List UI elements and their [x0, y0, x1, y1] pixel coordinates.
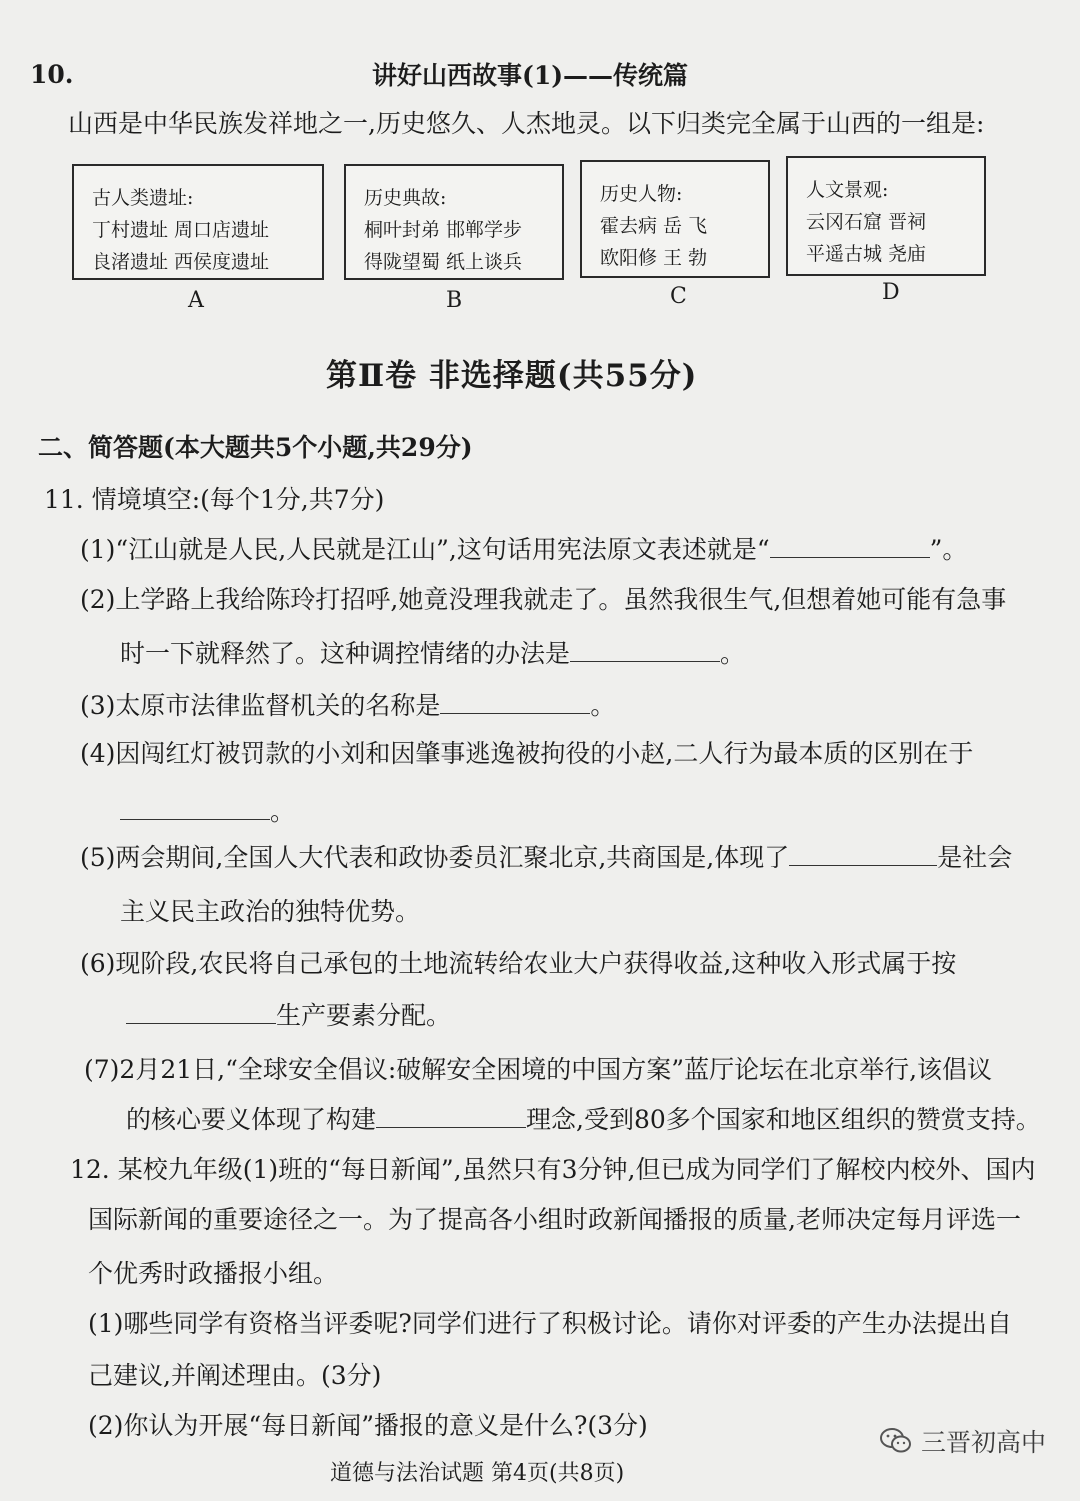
option-a-letter: A	[188, 288, 204, 313]
answer-blank-6[interactable]	[126, 999, 276, 1024]
option-box-d	[786, 156, 986, 276]
section2-heading: 二、简答题(本大题共5个小题,共29分)	[38, 433, 473, 462]
q11-item5-line2: 主义民主政治的独特优势。	[120, 897, 421, 926]
answer-blank-3[interactable]	[440, 689, 590, 714]
q12-sub1-line1: (1)哪些同学有资格当评委呢?同学们进行了积极讨论。请你对评委的产生办法提出自	[88, 1309, 1012, 1338]
q11-item1-text: (1)“江山就是人民,人民就是江山”,这句话用宪法原文表述就是“	[80, 535, 770, 564]
option-d-letter: D	[882, 280, 900, 305]
option-d-line1: 云冈石窟 晋祠	[806, 211, 927, 233]
option-b-letter: B	[446, 288, 463, 313]
q11-item3-text: (3)太原市法律监督机关的名称是	[80, 691, 441, 720]
answer-blank-2[interactable]	[570, 637, 720, 662]
page-footer: 道德与法治试题 第4页(共8页)	[330, 1461, 625, 1486]
wechat-icon	[879, 1426, 913, 1456]
option-c-heading: 历史人物:	[600, 183, 683, 205]
option-a-line2: 良渚遗址 西侯度遗址	[92, 251, 270, 273]
q11-item5-text: (5)两会期间,全国人大代表和政协委员汇聚北京,共商国是,体现了	[80, 843, 790, 872]
q11-item3-end: 。	[590, 691, 616, 720]
option-c-letter: C	[670, 284, 687, 309]
answer-blank-7[interactable]	[376, 1103, 526, 1128]
option-box-c	[580, 160, 770, 278]
q11-item7-text: (7)2月21日,“全球安全倡议:破解安全困境的中国方案”蓝厅论坛在北京举行,该倡议	[84, 1055, 993, 1084]
q11-item7-line2	[126, 1100, 1041, 1136]
q11-item5	[80, 838, 1012, 874]
q11-item1-end: ”。	[929, 535, 968, 564]
option-b-heading: 历史典故:	[364, 187, 447, 209]
q11-item3	[80, 686, 615, 722]
q11-item2-end: 。	[720, 639, 746, 668]
answer-blank-4[interactable]	[120, 795, 270, 820]
option-b-line1: 桐叶封弟 邯郸学步	[364, 219, 523, 241]
watermark	[879, 1423, 1046, 1459]
q11-item6-end: 生产要素分配。	[276, 1001, 452, 1030]
q12-sub1-line2: 己建议,并阐述理由。(3分)	[88, 1361, 382, 1390]
q11-item2-text: (2)上学路上我给陈玲打招呼,她竟没理我就走了。虽然我很生气,但想着她可能有急事	[80, 585, 1007, 614]
q11-item2-text-b: 时一下就释然了。这种调控情绪的办法是	[120, 639, 571, 668]
q11-header: 11. 情境填空:(每个1分,共7分)	[44, 485, 385, 514]
q10-title: 讲好山西故事(1)——传统篇	[372, 61, 689, 90]
answer-blank-1[interactable]	[770, 533, 930, 558]
option-c-line2: 欧阳修 王 勃	[600, 247, 708, 269]
option-a-heading: 古人类遗址:	[92, 187, 194, 209]
q12-line3: 个优秀时政播报小组。	[88, 1259, 339, 1288]
option-c-line1: 霍去病 岳 飞	[600, 215, 708, 237]
q12-line2: 国际新闻的重要途径之一。为了提高各小组时政新闻播报的质量,老师决定每月评选一	[88, 1205, 1021, 1234]
q11-item5-mid: 是社会	[937, 843, 1013, 872]
q11-item7-end: 理念,受到80多个国家和地区组织的赞赏支持。	[526, 1105, 1041, 1134]
q11-item1	[80, 530, 967, 566]
option-box-a	[72, 164, 324, 280]
answer-blank-5[interactable]	[789, 841, 937, 866]
q11-item2-line2	[120, 634, 745, 670]
part2-title: 第Ⅱ卷 非选择题(共55分)	[326, 358, 698, 394]
option-d-heading: 人文景观:	[806, 179, 889, 201]
option-box-b	[344, 164, 564, 280]
option-b-line2: 得陇望蜀 纸上谈兵	[364, 251, 523, 273]
watermark-text: 三晋初高中	[920, 1428, 1046, 1457]
q11-item4-text: (4)因闯红灯被罚款的小刘和因肇事逃逸被拘役的小赵,二人行为最本质的区别在于	[80, 739, 974, 768]
q12-line1: 12. 某校九年级(1)班的“每日新闻”,虽然只有3分钟,但已成为同学们了解校内校外、国内	[70, 1155, 1036, 1184]
q11-item6-text: (6)现阶段,农民将自己承包的土地流转给农业大户获得收益,这种收入形式属于按	[80, 949, 957, 978]
q12-sub2: (2)你认为开展“每日新闻”播报的意义是什么?(3分)	[88, 1411, 648, 1440]
q11-item4-end: 。	[270, 797, 296, 826]
q11-item6-line2	[126, 996, 451, 1032]
option-d-line2: 平遥古城 尧庙	[806, 243, 927, 265]
option-a-line1: 丁村遗址 周口店遗址	[92, 219, 270, 241]
q11-item7-text-b: 的核心要义体现了构建	[126, 1105, 377, 1134]
q11-item4-line2	[120, 792, 295, 828]
q10-stem: 山西是中华民族发祥地之一,历史悠久、人杰地灵。以下归类完全属于山西的一组是:	[68, 109, 985, 138]
question-number-10: 10.	[30, 60, 74, 89]
